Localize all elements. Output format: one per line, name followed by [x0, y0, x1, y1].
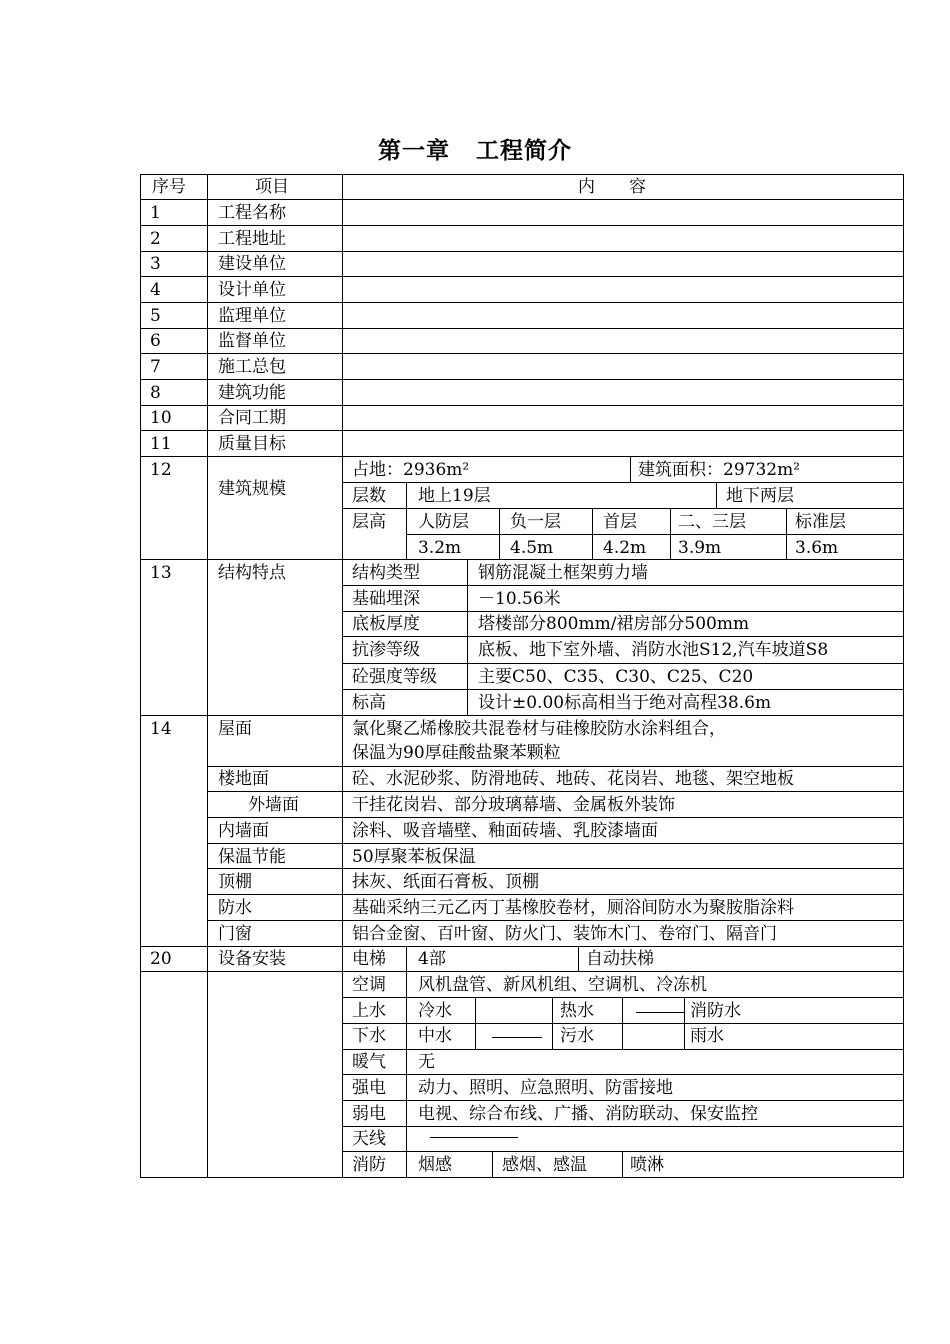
height-value: 3.9m	[678, 538, 722, 558]
rule	[140, 715, 904, 716]
header-content: 内 容	[578, 177, 646, 197]
escalator: 自动扶梯	[586, 949, 654, 969]
heating-value: 无	[418, 1052, 435, 1072]
finish-label: 保温节能	[218, 847, 286, 867]
rule	[342, 663, 904, 664]
height-label: 层高	[352, 512, 386, 532]
row-seq: 4	[150, 280, 161, 300]
rule	[207, 766, 904, 767]
elevator-count: 4部	[418, 949, 446, 969]
finish-value: 基础采纳三元乙丙丁基橡胶卷材，厕浴间防水为聚胺脂涂料	[352, 898, 794, 918]
rule	[140, 174, 904, 175]
rule	[578, 946, 579, 972]
row-item: 工程名称	[218, 203, 286, 223]
finish-label: 外墙面	[248, 795, 299, 815]
rule	[342, 174, 343, 1178]
rule	[207, 920, 904, 921]
finish-value: 干挂花岗岩、部分玻璃幕墙、金属板外装饰	[352, 795, 675, 815]
row-item: 结构特点	[218, 563, 286, 583]
height-name: 二、三层	[678, 512, 746, 532]
rule	[406, 482, 407, 559]
height-value: 4.2m	[603, 538, 647, 558]
roof-line-1: 氯化聚乙烯橡胶共混卷材与硅橡胶防水涂料组合，	[352, 719, 726, 739]
rule	[342, 1074, 904, 1075]
finish-label: 防水	[218, 898, 252, 918]
smoke-temp-detector: 感烟、感温	[502, 1155, 587, 1175]
rule	[207, 817, 904, 818]
row-seq: 2	[150, 229, 161, 249]
finish-value: 铝合金窗、百叶窗、防火门、装饰木门、卷帘门、隔音门	[352, 924, 777, 944]
height-name: 标准层	[795, 512, 846, 532]
structure-value: －10.56米	[478, 589, 561, 609]
mid-water: 中水	[418, 1026, 452, 1046]
structure-label: 基础埋深	[352, 589, 420, 609]
structure-value: 塔楼部分800mm/裙房部分500mm	[478, 614, 750, 634]
rule	[207, 791, 904, 792]
rule	[342, 611, 904, 612]
rule	[342, 689, 904, 690]
rule	[670, 508, 671, 559]
height-name: 首层	[603, 512, 637, 532]
row-seq: 5	[150, 306, 161, 326]
rule	[140, 946, 904, 947]
row-seq: 8	[150, 383, 161, 403]
rule	[140, 405, 904, 406]
rule	[342, 585, 904, 586]
page-title	[0, 132, 950, 165]
row-item: 建筑功能	[218, 383, 286, 403]
rule	[475, 997, 476, 1049]
fire-water: 消防水	[690, 1001, 741, 1021]
sewage: 污水	[560, 1026, 594, 1046]
equip-label: 下水	[352, 1026, 386, 1046]
structure-value: 钢筋混凝土框架剪力墙	[478, 563, 648, 583]
rain-water: 雨水	[690, 1026, 724, 1046]
finish-label: 门窗	[218, 924, 252, 944]
rule	[140, 174, 141, 1178]
floors-above: 地上19层	[418, 486, 491, 506]
rule	[716, 482, 717, 508]
finish-value: 涂料、吸音墙壁、釉面砖墙、乳胶漆墙面	[352, 821, 658, 841]
rule	[207, 868, 904, 869]
finish-value: 砼、水泥砂浆、防滑地砖、地砖、花岗岩、地毯、架空地板	[352, 769, 794, 789]
row-item: 设备安装	[218, 949, 286, 969]
equip-label: 强电	[352, 1078, 386, 1098]
row-seq: 13	[150, 563, 172, 583]
rule	[342, 508, 904, 509]
equip-label: 消防	[352, 1155, 386, 1175]
row-seq: 3	[150, 254, 161, 274]
header-seq: 序号	[152, 177, 186, 197]
finish-label: 内墙面	[218, 821, 269, 841]
rule	[592, 508, 593, 559]
rule	[342, 1023, 904, 1024]
strong-current-value: 动力、照明、应急照明、防雷接地	[418, 1078, 673, 1098]
structure-label: 砼强度等级	[352, 667, 437, 687]
dash-mark	[492, 1037, 542, 1038]
equip-label: 暖气	[352, 1052, 386, 1072]
rule	[622, 1151, 623, 1178]
rule	[467, 559, 468, 715]
row-item: 合同工期	[218, 408, 286, 428]
rule	[342, 1100, 904, 1101]
row-seq: 14	[150, 719, 172, 739]
rule	[499, 508, 500, 559]
rule	[140, 251, 904, 252]
dash-mark	[636, 1012, 684, 1013]
header-item: 项目	[255, 177, 289, 197]
sprinkler: 喷淋	[630, 1155, 664, 1175]
roof-line-2: 保温为90厚硅酸盐聚苯颗粒	[352, 743, 561, 763]
rule	[140, 225, 904, 226]
floors-below: 地下两层	[726, 486, 794, 506]
structure-label: 底板厚度	[352, 614, 420, 634]
rule	[786, 508, 787, 559]
rule	[140, 199, 904, 200]
equip-label: 上水	[352, 1001, 386, 1021]
rule	[622, 997, 623, 1049]
rule	[342, 997, 904, 998]
row-seq: 10	[150, 408, 172, 428]
row-item: 质量目标	[218, 434, 286, 454]
structure-value: 底板、地下室外墙、消防水池S12,汽车坡道S8	[478, 640, 829, 660]
rule	[492, 1151, 493, 1178]
height-value: 3.2m	[418, 538, 462, 558]
rule	[342, 1151, 904, 1152]
rule	[140, 353, 904, 354]
aircon-value: 风机盘管、新风机组、空调机、冷冻机	[418, 975, 707, 995]
rule	[207, 174, 208, 1178]
finish-label: 屋面	[218, 719, 252, 739]
rule	[140, 328, 904, 329]
rule	[140, 379, 904, 380]
rule	[140, 430, 904, 431]
structure-label: 抗渗等级	[352, 640, 420, 660]
chapter-number: 第一章	[378, 138, 450, 164]
project-overview-table	[140, 174, 904, 1178]
rule	[406, 534, 904, 535]
rule	[140, 302, 904, 303]
height-name: 人防层	[418, 512, 469, 532]
structure-value: 设计±0.00标高相当于绝对高程38.6m	[478, 693, 772, 713]
row-seq: 11	[150, 434, 172, 454]
row-item: 工程地址	[218, 229, 286, 249]
chapter-title: 工程简介	[476, 138, 572, 164]
rule	[684, 997, 685, 1049]
rule	[342, 1049, 904, 1050]
height-value: 3.6m	[795, 538, 839, 558]
cold-water: 冷水	[418, 1001, 452, 1021]
equip-label: 弱电	[352, 1104, 386, 1124]
rule	[630, 456, 631, 482]
hot-water: 热水	[560, 1001, 594, 1021]
rule	[140, 1177, 904, 1178]
row-item: 施工总包	[218, 357, 286, 377]
rule	[552, 997, 553, 1049]
rule	[140, 276, 904, 277]
row-item: 设计单位	[218, 280, 286, 300]
row-seq: 1	[150, 203, 161, 223]
floor-area: 建筑面积：29732m²	[638, 460, 801, 480]
rule	[140, 559, 904, 560]
rule	[140, 971, 904, 972]
row-seq: 7	[150, 357, 161, 377]
rule	[207, 894, 904, 895]
rule	[406, 946, 407, 1178]
equip-label: 电梯	[352, 949, 386, 969]
rule	[140, 456, 904, 457]
row-seq: 12	[150, 460, 172, 480]
site-area: 占地：2936m²	[352, 460, 470, 480]
rule	[903, 174, 904, 1178]
rule	[342, 1126, 904, 1127]
height-name: 负一层	[510, 512, 561, 532]
row-item: 监督单位	[218, 331, 286, 351]
floors-label: 层数	[352, 486, 386, 506]
structure-label: 结构类型	[352, 563, 420, 583]
height-value: 4.5m	[510, 538, 554, 558]
equip-label: 空调	[352, 975, 386, 995]
rule	[342, 636, 904, 637]
structure-value: 主要C50、C35、C30、C25、C20	[478, 667, 754, 687]
row-item: 建筑规模	[218, 479, 286, 499]
rule	[207, 843, 904, 844]
finish-label: 楼地面	[218, 769, 269, 789]
finish-value: 50厚聚苯板保温	[352, 847, 476, 867]
equip-label: 天线	[352, 1129, 386, 1149]
rule	[342, 482, 904, 483]
row-seq: 6	[150, 331, 161, 351]
finish-label: 顶棚	[218, 872, 252, 892]
dash-mark	[430, 1137, 518, 1138]
row-seq: 20	[150, 949, 172, 969]
row-item: 监理单位	[218, 306, 286, 326]
row-item: 建设单位	[218, 254, 286, 274]
structure-label: 标高	[352, 693, 386, 713]
finish-value: 抹灰、纸面石膏板、顶棚	[352, 872, 539, 892]
weak-current-value: 电视、综合布线、广播、消防联动、保安监控	[418, 1104, 758, 1124]
smoke-detector: 烟感	[418, 1155, 452, 1175]
